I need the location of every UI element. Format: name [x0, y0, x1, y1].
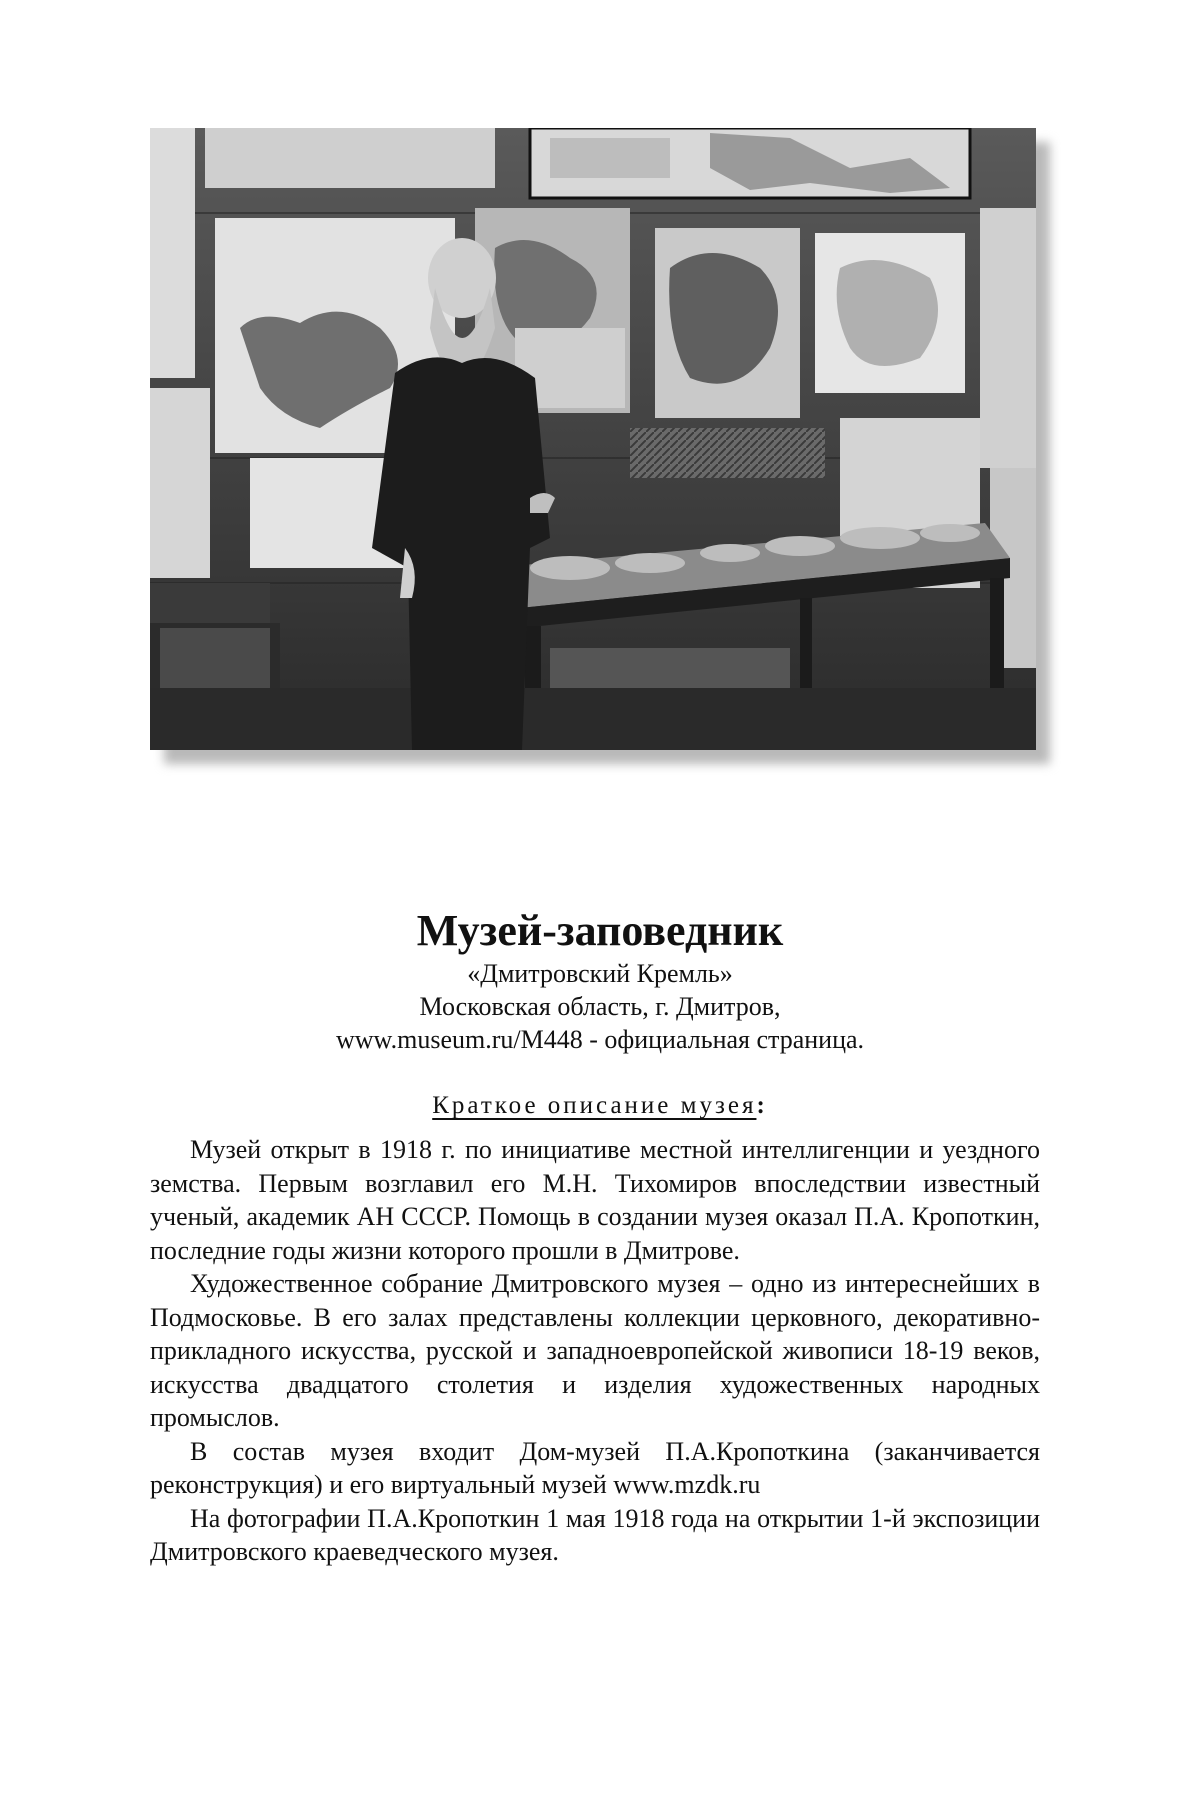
- section-heading: [0, 1090, 1200, 1122]
- photo-illustration: [150, 128, 1036, 750]
- museum-location: Московская область, г. Дмитров,: [419, 992, 781, 1021]
- paragraph: В состав музея входит Дом-музей П.А.Кропоткина (заканчивается реконструкция) и его виртуальный музей www.mzdk.ru: [150, 1436, 1040, 1499]
- museum-subtitle: «Дмитровский Кремль»: [467, 959, 733, 988]
- paragraph: Музей открыт в 1918 г. по инициативе местной интеллигенции и уездного земства. Первым возглавил его М.Н. Тихомиров впоследствии известный ученый, академик АН СССР. Помощь в создании музея оказал П.А. Кропоткин, последние годы жизни которого прошли в Дмитрове.: [150, 1135, 1040, 1265]
- section-heading-text: Краткое описание музея: [432, 1092, 757, 1119]
- museum-header: [0, 905, 1200, 1056]
- section-heading-colon: :: [756, 1092, 768, 1119]
- paragraph: Художественное собрание Дмитровского музея – одно из интереснейших в Подмосковье. В его залах представлены коллекции церковного, декоративно-прикладного искусства, русской и западноевропейской живописи 18-19 веков, искусства двадцатого столетия и изделия художественных народных промыслов.: [150, 1269, 1040, 1432]
- page-title: Музей-заповедник: [416, 906, 784, 955]
- photo-frame: [150, 128, 1036, 750]
- museum-photo: [150, 128, 1036, 750]
- paragraph: На фотографии П.А.Кропоткин 1 мая 1918 года на открытии 1-й экспозиции Дмитровского краеведческого музея.: [150, 1503, 1040, 1566]
- museum-description: [150, 1133, 1040, 1569]
- museum-website-line: www.museum.ru/M448 - официальная страница.: [335, 1025, 865, 1054]
